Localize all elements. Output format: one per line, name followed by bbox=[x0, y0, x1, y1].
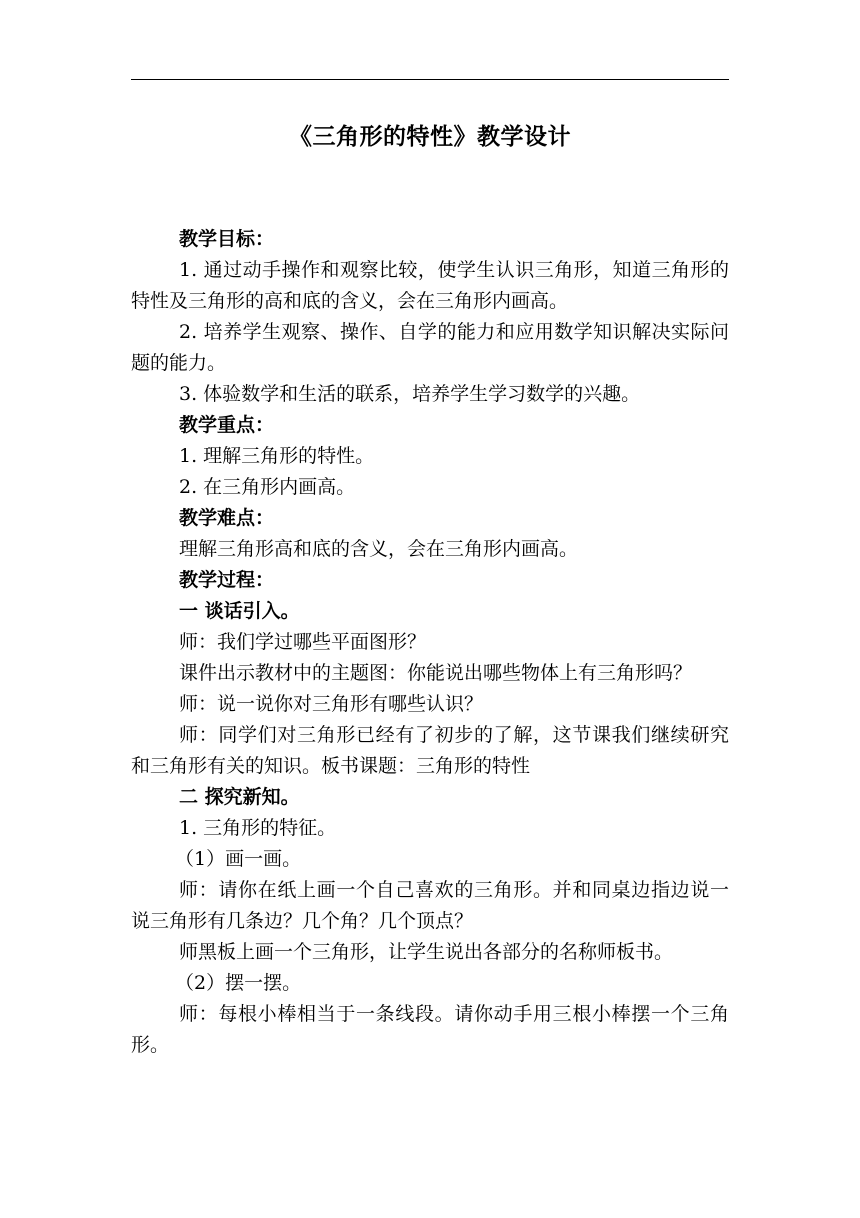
paragraph: 3. 体验数学和生活的联系，培养学生学习数学的兴趣。 bbox=[179, 383, 641, 405]
document-title: 《三角形的特性》教学设计 bbox=[289, 124, 571, 150]
paragraph: 师：同学们对三角形已经有了初步的了解，这节课我们继续研究和三角形有关的知识。板书课题：三角形的特性 bbox=[131, 724, 729, 777]
paragraph: 1. 通过动手操作和观察比较，使学生认识三角形，知道三角形的特性及三角形的高和底的含义，会在三角形内画高。 bbox=[131, 259, 729, 312]
paragraph: 师：说一说你对三角形有哪些认识？ bbox=[179, 693, 484, 715]
paragraph: 1. 理解三角形的特性。 bbox=[179, 445, 375, 467]
paragraph: 师：每根小棒相当于一条线段。请你动手用三根小棒摆一个三角形。 bbox=[131, 1003, 729, 1056]
paragraph: 2. 培养学生观察、操作、自学的能力和应用数学知识解决实际问题的能力。 bbox=[131, 321, 729, 374]
paragraph: 师：我们学过哪些平面图形？ bbox=[179, 631, 427, 653]
section-heading-process: 教学过程： bbox=[179, 569, 275, 591]
paragraph: 2. 在三角形内画高。 bbox=[179, 476, 356, 498]
section-heading-difficulties: 教学难点： bbox=[179, 507, 275, 529]
paragraph: 理解三角形高和底的含义，会在三角形内画高。 bbox=[179, 538, 579, 560]
subsection-heading-intro: 一 谈话引入。 bbox=[179, 600, 300, 622]
paragraph: 1. 三角形的特征。 bbox=[179, 817, 337, 839]
header-rule bbox=[131, 79, 729, 80]
document-body bbox=[131, 224, 729, 1061]
paragraph: 师：请你在纸上画一个自己喜欢的三角形。并和同桌边指边说一说三角形有几条边？几个角？几个顶点？ bbox=[131, 879, 729, 932]
paragraph: （1）画一画。 bbox=[175, 848, 302, 870]
subsection-heading-explore: 二 探究新知。 bbox=[179, 786, 300, 808]
section-heading-objectives: 教学目标： bbox=[179, 228, 275, 250]
paragraph: 师黑板上画一个三角形，让学生说出各部分的名称师板书。 bbox=[179, 941, 674, 963]
section-heading-key-points: 教学重点： bbox=[179, 414, 275, 436]
paragraph: （2）摆一摆。 bbox=[175, 972, 302, 994]
paragraph: 课件出示教材中的主题图：你能说出哪些物体上有三角形吗？ bbox=[179, 662, 693, 684]
